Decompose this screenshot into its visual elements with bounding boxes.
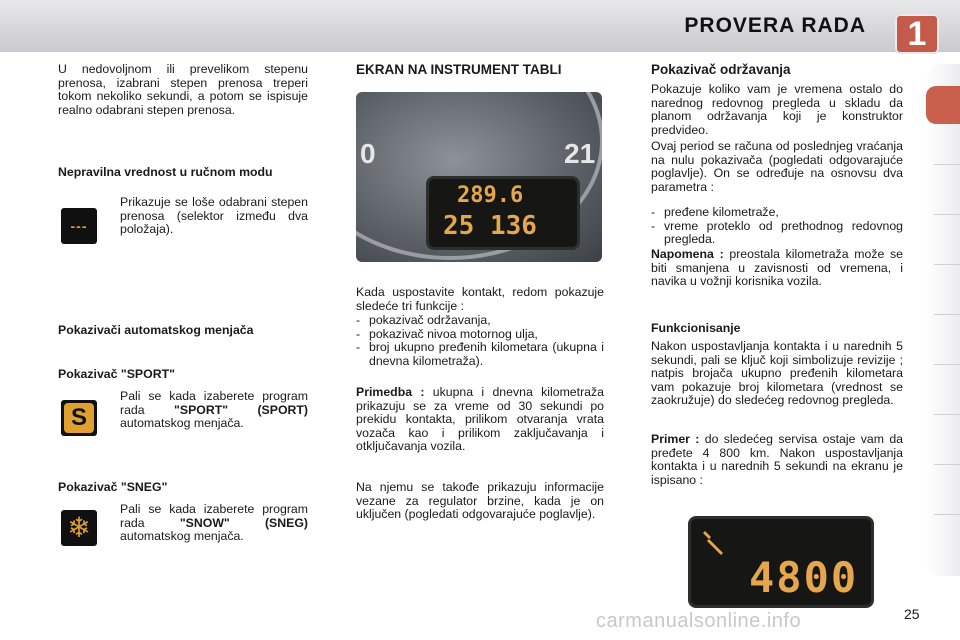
maintenance-p1: Pokazuje koliko vam je vremena ostalo do narednog redovnog pregleda u skladu da planom održavanja koji je konstruktor predvideo. [651, 82, 903, 137]
side-tab-divider [934, 314, 960, 315]
display-note-text: Primedba : ukupna i dnevna kilometraža prikazuju se za vreme od 30 sekundi po prekidu kontakta, prilikom otvaranja vrata vozača kao i prilikom zaključavanja i otključavanja vozila. [356, 385, 604, 454]
odometer-lcd [426, 176, 580, 250]
invalid-value-heading: Nepravilna vrednost u ručnom modu [58, 165, 273, 179]
invalid-gear-icon: --- [61, 208, 97, 244]
maintenance-parameters-list [651, 206, 903, 247]
dial-number: 21 [564, 138, 596, 169]
list-item: - pokazivač održavanja, [356, 314, 604, 328]
regulator-text: Na njemu se takođe prikazuju informacije vezane za regulator brzine, kada je on uključen (pogledati odgovarajuće poglavlje). [356, 480, 604, 522]
dial-number: 0 [360, 138, 376, 169]
side-tab-divider [934, 214, 960, 215]
maintenance-lcd [688, 516, 874, 608]
function-heading: Funkcionisanje [651, 321, 741, 335]
side-tab-divider [934, 364, 960, 365]
page-title: PROVERA RADA [684, 14, 866, 37]
watermark: carmanualsonline.info [596, 610, 802, 632]
side-tab-divider [934, 514, 960, 515]
side-tab-divider [934, 414, 960, 415]
sport-heading: Pokazivač "SPORT" [58, 367, 175, 381]
snowflake-icon: ❄ [61, 510, 97, 546]
side-tab-strip [926, 64, 960, 576]
side-tab-divider [934, 264, 960, 265]
list-item: - pređene kilometraže, [651, 206, 903, 220]
example-text: Primer : do sledećeg servisa ostaje vam da pređete 4 800 km. Nakon uspostavljanja kontakta i u narednih 5 sekundi na ekranu je ispisano : [651, 432, 903, 487]
maintenance-p2: Ovaj period se računa od poslednjeg vraćanja na nulu pokazivača (pogledati odgovarajuće poglavlje). On se određuje na osnovsu dva parametra : [651, 139, 903, 194]
trip-odometer: 289.6 [457, 183, 524, 208]
total-odometer: 25 136 [443, 211, 537, 241]
auto-gearbox-heading: Pokazivači automatskog menjača [58, 323, 254, 337]
function-text: Nakon uspostavljanja kontakta i u narednih 5 sekundi, pali se ključ koji simbolizuje revizije ; natpis brojača ukupno pređenih kilometara vam pokazuje broj kilometara (vrednost se zaokružuje) do sledećeg redovnog pregleda. [651, 339, 903, 408]
instrument-display-heading: EKRAN NA INSTRUMENT TABLI [356, 62, 562, 77]
maintenance-km-value: 4800 [749, 553, 859, 602]
list-item: - broj ukupno pređenih kilometara (ukupna i dnevna kilometraža). [356, 341, 604, 368]
gear-intro-text: U nedovoljnom ili prevelikom stepenu prenosa, izabrani stepen prenosa treperi tokom nekoliko sekundi, a potom se ispisuje realno odabrani stepen prenosa. [58, 62, 308, 117]
invalid-value-text: Prikazuje se loše odabrani stepen prenosa (selektor između dva položaja). [120, 195, 308, 237]
page-number: 25 [904, 606, 920, 622]
list-item: - pokazivač nivoa motornog ulja, [356, 328, 604, 342]
sport-s-icon: S [61, 400, 97, 436]
list-item: - vreme proteklo od prethodnog redovnog pregleda. [651, 220, 903, 247]
side-tab-active[interactable] [926, 86, 960, 124]
snow-heading: Pokazivač "SNEG" [58, 480, 168, 494]
display-intro-text: Kada uspostavite kontakt, redom pokazuje sledeće tri funkcije : [356, 285, 604, 313]
maintenance-note-text: Napomena : preostala kilometraža može se biti smanjena u zavisnosti od vremena, i navika u vožnji korisnika vozila. [651, 247, 903, 289]
side-tab-divider [934, 464, 960, 465]
snow-text: Pali se kada izaberete program rada "SNOW" (SNEG) automatskog menjača. [120, 502, 309, 544]
sport-text: Pali se kada izaberete program rada "SPORT" (SPORT) automatskog menjača. [120, 389, 308, 431]
display-functions-list [356, 314, 604, 368]
maintenance-heading: Pokazivač održavanja [651, 62, 791, 77]
wrench-icon [699, 527, 729, 557]
side-tab-divider [934, 164, 960, 165]
dashboard-photo [356, 92, 602, 262]
chapter-badge: 1 [895, 14, 939, 54]
